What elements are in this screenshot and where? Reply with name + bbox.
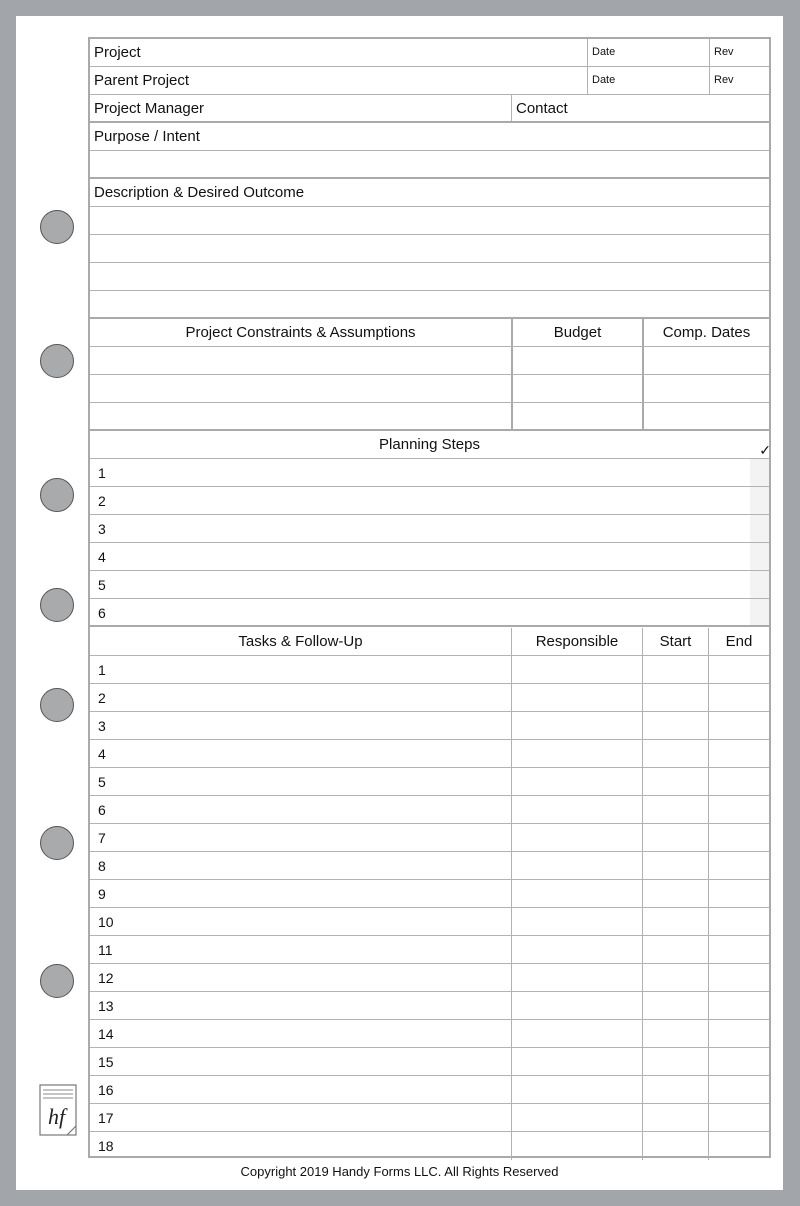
planning-title: Planning Steps	[379, 436, 480, 453]
start-cell[interactable]	[642, 908, 708, 935]
start-cell[interactable]	[642, 796, 708, 823]
task-row[interactable]	[90, 936, 769, 964]
step-number: 4	[98, 549, 106, 565]
binder-hole	[40, 826, 74, 860]
responsible-cell[interactable]	[511, 852, 642, 879]
task-row[interactable]	[90, 964, 769, 992]
end-cell[interactable]	[708, 880, 769, 907]
budget-header: Budget	[553, 324, 602, 341]
task-number: 5	[98, 774, 106, 790]
step-number: 2	[98, 493, 106, 509]
binder-hole	[40, 588, 74, 622]
start-cell[interactable]	[642, 1104, 708, 1131]
project-manager-field[interactable]	[90, 95, 511, 121]
project-rev-field[interactable]	[709, 39, 769, 66]
task-number: 12	[98, 970, 114, 986]
responsible-cell[interactable]	[511, 796, 642, 823]
end-cell[interactable]	[708, 936, 769, 963]
task-number: 9	[98, 886, 106, 902]
budget-cell[interactable]	[511, 375, 642, 402]
responsible-cell[interactable]	[511, 936, 642, 963]
task-row[interactable]	[90, 824, 769, 852]
comp-date-cell[interactable]	[642, 403, 769, 429]
comp-date-cell[interactable]	[642, 347, 769, 374]
budget-cell[interactable]	[511, 347, 642, 374]
task-number: 16	[98, 1082, 114, 1098]
responsible-cell[interactable]	[511, 1048, 642, 1075]
start-cell[interactable]	[642, 992, 708, 1019]
project-label: Project	[94, 44, 141, 61]
start-cell[interactable]	[642, 936, 708, 963]
end-cell[interactable]	[708, 824, 769, 851]
task-row[interactable]	[90, 1132, 769, 1160]
task-row[interactable]	[90, 796, 769, 824]
start-cell[interactable]	[642, 880, 708, 907]
start-header: Start	[659, 633, 692, 650]
step-checkbox[interactable]	[750, 571, 769, 598]
responsible-cell[interactable]	[511, 712, 642, 739]
task-row[interactable]	[90, 852, 769, 880]
responsible-cell[interactable]	[511, 824, 642, 851]
planning-step-row[interactable]	[90, 487, 769, 515]
end-cell[interactable]	[708, 1076, 769, 1103]
start-cell[interactable]	[642, 852, 708, 879]
task-number: 6	[98, 802, 106, 818]
end-cell[interactable]	[708, 712, 769, 739]
purpose-line[interactable]	[90, 151, 769, 179]
check-mark-icon: ✓	[759, 442, 771, 458]
step-number: 5	[98, 577, 106, 593]
binder-hole	[40, 210, 74, 244]
planning-step-row[interactable]	[90, 515, 769, 543]
project-row	[90, 39, 769, 67]
end-cell[interactable]	[708, 964, 769, 991]
task-number: 18	[98, 1138, 114, 1154]
planning-step-row[interactable]	[90, 599, 769, 627]
task-row[interactable]	[90, 880, 769, 908]
task-row[interactable]	[90, 1104, 769, 1132]
start-cell[interactable]	[642, 768, 708, 795]
end-cell[interactable]	[708, 1020, 769, 1047]
planning-header-row	[90, 431, 769, 459]
step-number: 3	[98, 521, 106, 537]
description-row[interactable]	[90, 179, 769, 207]
parent-project-label: Parent Project	[94, 72, 190, 89]
contact-label: Contact	[516, 100, 568, 117]
end-cell[interactable]	[708, 656, 769, 683]
start-cell[interactable]	[642, 1076, 708, 1103]
task-row[interactable]	[90, 908, 769, 936]
project-planning-form	[88, 37, 771, 1158]
end-cell[interactable]	[708, 740, 769, 767]
tasks-title: Tasks & Follow-Up	[238, 633, 363, 650]
planning-step-row[interactable]	[90, 459, 769, 487]
parent-project-row	[90, 67, 769, 95]
binder-hole	[40, 344, 74, 378]
project-manager-row	[90, 95, 769, 123]
purpose-label: Purpose / Intent	[94, 128, 200, 145]
task-row[interactable]	[90, 768, 769, 796]
responsible-cell[interactable]	[511, 1020, 642, 1047]
parent-date-field[interactable]	[587, 67, 709, 94]
responsible-cell[interactable]	[511, 880, 642, 907]
copyright-text: Copyright 2019 Handy Forms LLC. All Rights Reserved	[240, 1164, 559, 1179]
responsible-cell[interactable]	[511, 1104, 642, 1131]
responsible-cell[interactable]	[511, 908, 642, 935]
task-row[interactable]	[90, 992, 769, 1020]
comp-dates-header: Comp. Dates	[662, 324, 751, 341]
step-checkbox[interactable]	[750, 599, 769, 625]
description-line[interactable]	[90, 291, 769, 319]
responsible-cell[interactable]	[511, 768, 642, 795]
end-cell[interactable]	[708, 1104, 769, 1131]
start-cell[interactable]	[642, 824, 708, 851]
description-line[interactable]	[90, 235, 769, 263]
end-cell[interactable]	[708, 908, 769, 935]
task-number: 13	[98, 998, 114, 1014]
step-checkbox[interactable]	[750, 459, 769, 486]
end-header: End	[725, 633, 753, 650]
start-cell[interactable]	[642, 1048, 708, 1075]
end-cell[interactable]	[708, 1132, 769, 1160]
rev-label: Rev	[714, 74, 734, 86]
task-number: 8	[98, 858, 106, 874]
binder-hole	[40, 478, 74, 512]
description-line[interactable]	[90, 207, 769, 235]
start-cell[interactable]	[642, 684, 708, 711]
start-cell[interactable]	[642, 1132, 708, 1160]
task-number: 4	[98, 746, 106, 762]
start-cell[interactable]	[642, 740, 708, 767]
budget-cell[interactable]	[511, 403, 642, 429]
date-label: Date	[592, 74, 616, 86]
responsible-cell[interactable]	[511, 656, 642, 683]
end-cell[interactable]	[708, 796, 769, 823]
constraints-row[interactable]	[90, 403, 769, 431]
planner-page	[16, 16, 783, 1190]
task-row[interactable]	[90, 1048, 769, 1076]
task-number: 15	[98, 1054, 114, 1070]
handy-forms-logo-icon	[39, 1084, 79, 1140]
task-number: 3	[98, 718, 106, 734]
task-number: 7	[98, 830, 106, 846]
binder-hole	[40, 688, 74, 722]
constraints-title: Project Constraints & Assumptions	[185, 324, 416, 341]
constraints-row[interactable]	[90, 347, 769, 375]
constraints-header-row	[90, 319, 769, 347]
binder-hole	[40, 964, 74, 998]
parent-rev-field[interactable]	[709, 67, 769, 94]
rev-label: Rev	[714, 46, 734, 58]
contact-field[interactable]	[511, 95, 769, 121]
responsible-cell[interactable]	[511, 1076, 642, 1103]
end-cell[interactable]	[708, 852, 769, 879]
end-cell[interactable]	[708, 992, 769, 1019]
task-row[interactable]	[90, 656, 769, 684]
step-checkbox[interactable]	[750, 543, 769, 570]
project-manager-label: Project Manager	[94, 100, 205, 117]
step-checkbox[interactable]	[750, 487, 769, 514]
step-number: 1	[98, 465, 106, 481]
start-cell[interactable]	[642, 1020, 708, 1047]
task-number: 17	[98, 1110, 114, 1126]
comp-date-cell[interactable]	[642, 375, 769, 402]
end-cell[interactable]	[708, 684, 769, 711]
date-label: Date	[592, 46, 616, 58]
responsible-header: Responsible	[535, 633, 619, 650]
task-row[interactable]	[90, 1020, 769, 1048]
responsible-cell[interactable]	[511, 740, 642, 767]
task-row[interactable]	[90, 740, 769, 768]
task-number: 14	[98, 1026, 114, 1042]
planning-step-row[interactable]	[90, 571, 769, 599]
responsible-cell[interactable]	[511, 992, 642, 1019]
start-cell[interactable]	[642, 656, 708, 683]
logo-text: hf	[48, 1104, 66, 1129]
task-row[interactable]	[90, 712, 769, 740]
responsible-cell[interactable]	[511, 684, 642, 711]
end-cell[interactable]	[708, 768, 769, 795]
tasks-header-row	[90, 628, 769, 656]
start-cell[interactable]	[642, 964, 708, 991]
step-checkbox[interactable]	[750, 515, 769, 542]
constraints-row[interactable]	[90, 375, 769, 403]
responsible-cell[interactable]	[511, 1132, 642, 1160]
purpose-row[interactable]	[90, 123, 769, 151]
description-label: Description & Desired Outcome	[94, 184, 305, 201]
planning-step-row[interactable]	[90, 543, 769, 571]
task-number: 1	[98, 662, 106, 678]
responsible-cell[interactable]	[511, 964, 642, 991]
step-number: 6	[98, 605, 106, 621]
end-cell[interactable]	[708, 1048, 769, 1075]
description-line[interactable]	[90, 263, 769, 291]
start-cell[interactable]	[642, 712, 708, 739]
task-number: 2	[98, 690, 106, 706]
project-date-field[interactable]	[587, 39, 709, 66]
task-row[interactable]	[90, 684, 769, 712]
task-number: 11	[98, 942, 113, 958]
task-row[interactable]	[90, 1076, 769, 1104]
task-number: 10	[98, 914, 114, 930]
